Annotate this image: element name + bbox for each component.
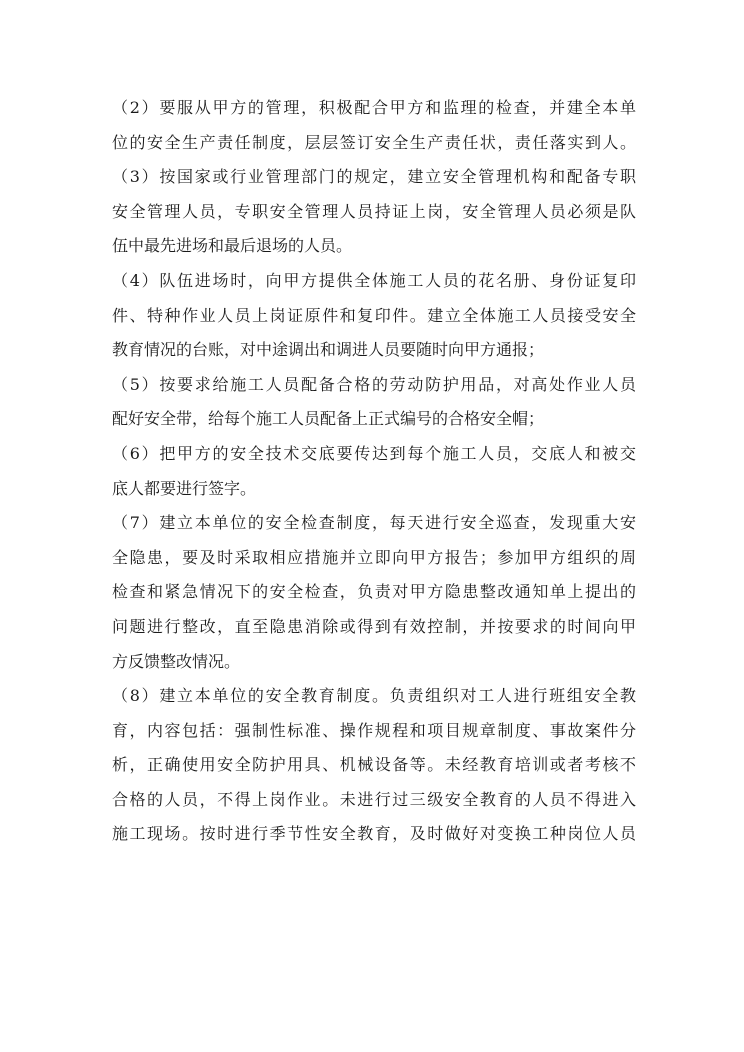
text-line: 教育情况的台账，对中途调出和调进人员要随时向甲方通报；: [112, 340, 545, 360]
text-line: 问题进行整改，直至隐患消除或得到有效控制，并按要求的时间向甲: [112, 616, 636, 636]
text-line: 检查和紧急情况下的安全检查，负责对甲方隐患整改通知单上提出的: [112, 582, 636, 602]
text-line: 全隐患，要及时采取相应措施并立即向甲方报告；参加甲方组织的周: [112, 547, 636, 567]
paragraph-item-4: [112, 264, 636, 368]
text-line: （3）按国家或行业管理部门的规定，建立安全管理机构和配备专职: [112, 167, 636, 187]
text-line: （5）按要求给施工人员配备合格的劳动防护用品，对高处作业人员: [112, 374, 636, 394]
paragraph-item-2: [112, 91, 636, 160]
text-line: 件、特种作业人员上岗证原件和复印件。建立全体施工人员接受安全: [112, 305, 636, 325]
paragraph-item-5: [112, 368, 636, 437]
text-line: 位的安全生产责任制度，层层签订安全生产责任状，责任落实到人。: [112, 132, 636, 152]
text-line: 底人都要进行签字。: [112, 478, 257, 498]
paragraph-item-8: [112, 679, 636, 852]
text-line: （7）建立本单位的安全检查制度，每天进行安全巡查，发现重大安: [112, 513, 636, 533]
paragraph-item-3: [112, 160, 636, 264]
text-line: 配好安全带，给每个施工人员配备上正式编号的合格安全帽；: [112, 409, 545, 429]
paragraph-item-6: [112, 437, 636, 506]
text-line: （8）建立本单位的安全教育制度。负责组织对工人进行班组安全教: [112, 686, 636, 706]
text-line: 育，内容包括：强制性标准、操作规程和项目规章制度、事故案件分: [112, 720, 636, 740]
paragraph-item-7: [112, 506, 636, 679]
text-line: 合格的人员，不得上岗作业。未进行过三级安全教育的人员不得进入: [112, 789, 636, 809]
text-line: 安全管理人员，专职安全管理人员持证上岗，安全管理人员必须是队: [112, 201, 636, 221]
body-text: [112, 91, 636, 852]
text-line: （2）要服从甲方的管理，积极配合甲方和监理的检查，并建全本单: [112, 98, 636, 117]
text-line: 施工现场。按时进行季节性安全教育，及时做好对变换工种岗位人员: [112, 824, 636, 844]
text-line: （4）队伍进场时，向甲方提供全体施工人员的花名册、身份证复印: [112, 270, 636, 290]
text-line: 伍中最先进场和最后退场的人员。: [112, 236, 353, 256]
text-line: 方反馈整改情况。: [112, 651, 241, 671]
text-line: 析，正确使用安全防护用具、机械设备等。未经教育培训或者考核不: [112, 755, 636, 775]
text-line: （6）把甲方的安全技术交底要传达到每个施工人员，交底人和被交: [112, 443, 636, 463]
